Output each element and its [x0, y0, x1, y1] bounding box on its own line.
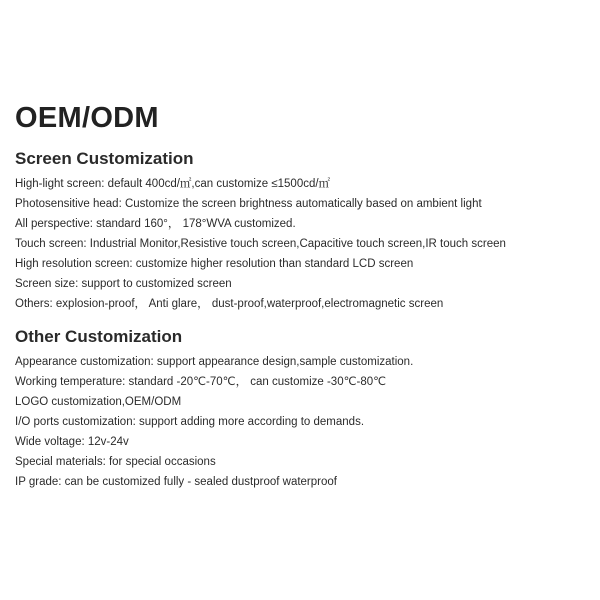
screen-customization-heading: Screen Customization [15, 149, 194, 168]
list-item: Touch screen: Industrial Monitor,Resistive touch screen,Capacitive touch screen,IR touch screen [15, 238, 506, 250]
list-item: Appearance customization: support appearance design,sample customization. [15, 356, 414, 368]
list-item: IP grade: can be customized fully - sealed dustproof waterproof [15, 476, 337, 488]
list-item: Working temperature: standard -20℃-70℃， can customize -30℃-80℃ [15, 376, 387, 388]
list-item: Photosensitive head: Customize the screen brightness automatically based on ambient light [15, 198, 482, 210]
list-item: High resolution screen: customize higher resolution than standard LCD screen [15, 258, 414, 270]
screen-customization-list [15, 174, 590, 314]
other-customization-list [15, 352, 590, 492]
list-item: LOGO customization,OEM/ODM [15, 396, 182, 408]
list-item: Wide voltage: 12v-24v [15, 436, 129, 448]
page-title: OEM/ODM [15, 102, 159, 134]
cropped-line-fragment [15, 495, 590, 499]
list-item: All perspective: standard 160°， 178°WVA customized. [15, 218, 296, 230]
list-item: Others: explosion-proof， Anti glare， dust-proof,waterproof,electromagnetic screen [15, 298, 444, 310]
page-content [15, 100, 590, 499]
list-item: Screen size: support to customized screen [15, 278, 232, 290]
other-customization-heading: Other Customization [15, 327, 183, 346]
cropped-text-line [15, 495, 590, 499]
list-item: I/O ports customization: support adding more according to demands. [15, 416, 365, 428]
list-item: High-light screen: default 400cd/㎡,can customize ≤1500cd/㎡ [15, 178, 331, 190]
list-item: Special materials: for special occasions [15, 456, 216, 468]
